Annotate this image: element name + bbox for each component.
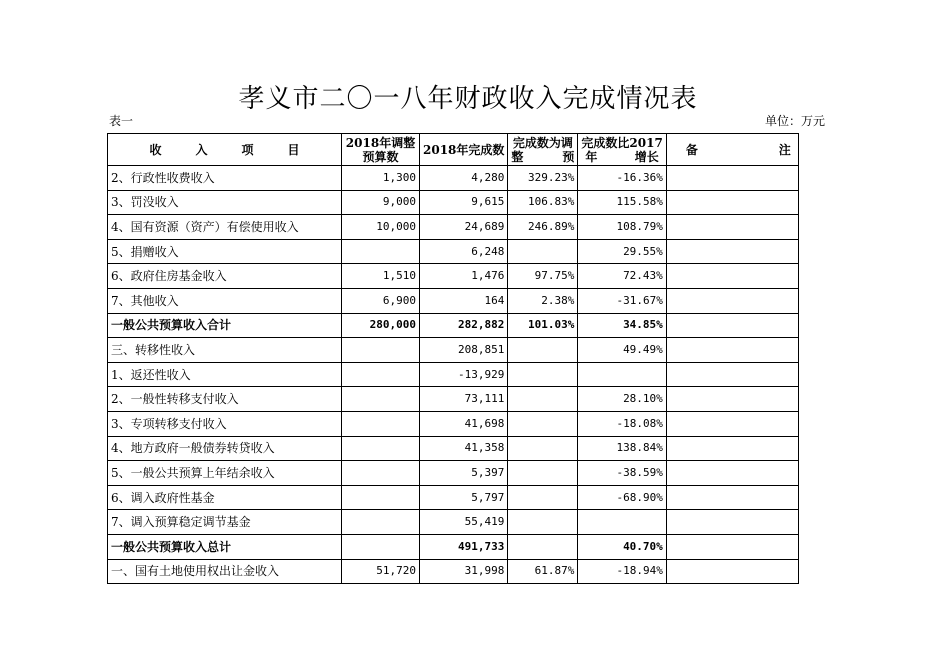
row-completion-rate-cell bbox=[508, 461, 578, 486]
row-completed-cell: 164 bbox=[420, 288, 508, 313]
row-item-cell: 5、捐赠收入 bbox=[108, 239, 342, 264]
row-note-cell bbox=[666, 436, 798, 461]
header-growth-char: 增长 bbox=[634, 149, 659, 164]
table-row bbox=[108, 166, 799, 191]
row-completed-cell: 41,358 bbox=[420, 436, 508, 461]
row-note-cell bbox=[666, 387, 798, 412]
row-note-cell bbox=[666, 534, 798, 559]
row-adjusted-budget-cell: 51,720 bbox=[342, 559, 420, 584]
header-adjusted-budget-line2: 预算数 bbox=[362, 149, 399, 164]
header-item-char: 目 bbox=[287, 142, 300, 157]
row-completion-rate-cell bbox=[508, 239, 578, 264]
header-row bbox=[108, 134, 799, 166]
row-completed-cell: 24,689 bbox=[420, 215, 508, 240]
header-note bbox=[666, 134, 798, 166]
table-row bbox=[108, 534, 799, 559]
row-item-cell: 4、地方政府一般债券转贷收入 bbox=[108, 436, 342, 461]
row-completion-rate-cell: 246.89% bbox=[508, 215, 578, 240]
table-row bbox=[108, 559, 799, 584]
header-completion-rate-char: 整 bbox=[511, 149, 524, 164]
row-adjusted-budget-cell bbox=[342, 534, 420, 559]
row-item-cell: 一般公共预算收入总计 bbox=[108, 534, 342, 559]
table-row bbox=[108, 485, 799, 510]
row-completion-rate-cell: 106.83% bbox=[508, 190, 578, 215]
row-growth-cell: 40.70% bbox=[578, 534, 666, 559]
row-completed-cell: 55,419 bbox=[420, 510, 508, 535]
row-completion-rate-cell: 97.75% bbox=[508, 264, 578, 289]
row-completed-cell: 208,851 bbox=[420, 338, 508, 363]
table-row bbox=[108, 436, 799, 461]
row-item-cell: 3、专项转移支付收入 bbox=[108, 411, 342, 436]
row-note-cell bbox=[666, 362, 798, 387]
row-note-cell bbox=[666, 313, 798, 338]
table-row bbox=[108, 510, 799, 535]
row-completion-rate-cell bbox=[508, 387, 578, 412]
table-row bbox=[108, 387, 799, 412]
row-completed-cell: 282,882 bbox=[420, 313, 508, 338]
row-note-cell bbox=[666, 510, 798, 535]
row-adjusted-budget-cell: 9,000 bbox=[342, 190, 420, 215]
row-item-cell: 5、一般公共预算上年结余收入 bbox=[108, 461, 342, 486]
row-item-cell: 1、返还性收入 bbox=[108, 362, 342, 387]
row-growth-cell: -31.67% bbox=[578, 288, 666, 313]
row-adjusted-budget-cell: 6,900 bbox=[342, 288, 420, 313]
row-growth-cell: 115.58% bbox=[578, 190, 666, 215]
row-adjusted-budget-cell bbox=[342, 387, 420, 412]
table-label: 表一 bbox=[109, 114, 134, 128]
row-growth-cell: -16.36% bbox=[578, 166, 666, 191]
row-completed-cell: 6,248 bbox=[420, 239, 508, 264]
row-completion-rate-cell: 101.03% bbox=[508, 313, 578, 338]
row-adjusted-budget-cell bbox=[342, 436, 420, 461]
row-note-cell bbox=[666, 215, 798, 240]
row-completion-rate-cell: 2.38% bbox=[508, 288, 578, 313]
header-note-char: 注 bbox=[778, 142, 791, 157]
row-growth-cell: 28.10% bbox=[578, 387, 666, 412]
table-row bbox=[108, 288, 799, 313]
row-completion-rate-cell: 61.87% bbox=[508, 559, 578, 584]
row-note-cell bbox=[666, 190, 798, 215]
row-completed-cell: 5,797 bbox=[420, 485, 508, 510]
table-row bbox=[108, 239, 799, 264]
header-item-char: 收 bbox=[149, 142, 162, 157]
row-completion-rate-cell bbox=[508, 436, 578, 461]
row-adjusted-budget-cell bbox=[342, 485, 420, 510]
row-completed-cell: 491,733 bbox=[420, 534, 508, 559]
row-item-cell: 6、政府住房基金收入 bbox=[108, 264, 342, 289]
row-completed-cell: 31,998 bbox=[420, 559, 508, 584]
header-adjusted-budget-line1: 2018年调整 bbox=[345, 135, 416, 150]
row-note-cell bbox=[666, 239, 798, 264]
row-completed-cell: 73,111 bbox=[420, 387, 508, 412]
row-completion-rate-cell bbox=[508, 534, 578, 559]
row-growth-cell: -18.94% bbox=[578, 559, 666, 584]
row-adjusted-budget-cell: 280,000 bbox=[342, 313, 420, 338]
row-completion-rate-cell bbox=[508, 362, 578, 387]
table-row bbox=[108, 338, 799, 363]
row-adjusted-budget-cell bbox=[342, 239, 420, 264]
row-growth-cell: -38.59% bbox=[578, 461, 666, 486]
row-completed-cell: -13,929 bbox=[420, 362, 508, 387]
row-completed-cell: 1,476 bbox=[420, 264, 508, 289]
unit-label: 单位：万元 bbox=[764, 114, 825, 128]
row-growth-cell: 49.49% bbox=[578, 338, 666, 363]
row-item-cell: 2、一般性转移支付收入 bbox=[108, 387, 342, 412]
header-note-char: 备 bbox=[685, 142, 698, 157]
row-item-cell: 3、罚没收入 bbox=[108, 190, 342, 215]
row-note-cell bbox=[666, 288, 798, 313]
table-row bbox=[108, 362, 799, 387]
row-completion-rate-cell bbox=[508, 510, 578, 535]
row-completion-rate-cell bbox=[508, 338, 578, 363]
row-completion-rate-cell bbox=[508, 411, 578, 436]
page-title: 孝义市二〇一八年财政收入完成情况表 bbox=[238, 84, 698, 114]
row-adjusted-budget-cell: 10,000 bbox=[342, 215, 420, 240]
row-item-cell: 4、国有资源（资产）有偿使用收入 bbox=[108, 215, 342, 240]
header-growth-line1: 完成数比2017 bbox=[581, 135, 663, 150]
row-adjusted-budget-cell: 1,300 bbox=[342, 166, 420, 191]
row-note-cell bbox=[666, 461, 798, 486]
header-growth bbox=[578, 134, 666, 166]
table-row bbox=[108, 264, 799, 289]
row-item-cell: 7、其他收入 bbox=[108, 288, 342, 313]
row-note-cell bbox=[666, 264, 798, 289]
row-growth-cell bbox=[578, 510, 666, 535]
header-item-char: 项 bbox=[241, 142, 254, 157]
header-item-char: 入 bbox=[195, 142, 208, 157]
row-adjusted-budget-cell bbox=[342, 510, 420, 535]
header-completion-rate-char: 预 bbox=[562, 149, 575, 164]
row-adjusted-budget-cell bbox=[342, 411, 420, 436]
row-completed-cell: 5,397 bbox=[420, 461, 508, 486]
row-note-cell bbox=[666, 485, 798, 510]
row-note-cell bbox=[666, 411, 798, 436]
row-note-cell bbox=[666, 166, 798, 191]
row-note-cell bbox=[666, 559, 798, 584]
header-growth-char: 年 bbox=[585, 149, 598, 164]
row-growth-cell: 29.55% bbox=[578, 239, 666, 264]
header-completion-rate bbox=[508, 134, 578, 166]
row-growth-cell: -18.08% bbox=[578, 411, 666, 436]
header-item bbox=[108, 134, 342, 166]
row-adjusted-budget-cell bbox=[342, 338, 420, 363]
revenue-table bbox=[107, 133, 799, 584]
row-item-cell: 2、行政性收费收入 bbox=[108, 166, 342, 191]
row-item-cell: 一般公共预算收入合计 bbox=[108, 313, 342, 338]
row-growth-cell bbox=[578, 362, 666, 387]
header-completion-rate-line1: 完成数为调 bbox=[512, 135, 573, 150]
row-adjusted-budget-cell bbox=[342, 362, 420, 387]
row-growth-cell: 34.85% bbox=[578, 313, 666, 338]
row-completion-rate-cell: 329.23% bbox=[508, 166, 578, 191]
row-completed-cell: 41,698 bbox=[420, 411, 508, 436]
row-growth-cell: 138.84% bbox=[578, 436, 666, 461]
row-item-cell: 7、调入预算稳定调节基金 bbox=[108, 510, 342, 535]
row-item-cell: 一、国有土地使用权出让金收入 bbox=[108, 559, 342, 584]
table-row bbox=[108, 215, 799, 240]
table-row bbox=[108, 461, 799, 486]
header-completed: 2018年完成数 bbox=[420, 134, 508, 166]
row-completed-cell: 4,280 bbox=[420, 166, 508, 191]
table-row bbox=[108, 190, 799, 215]
row-adjusted-budget-cell: 1,510 bbox=[342, 264, 420, 289]
row-item-cell: 6、调入政府性基金 bbox=[108, 485, 342, 510]
header-adjusted-budget bbox=[342, 134, 420, 166]
row-completed-cell: 9,615 bbox=[420, 190, 508, 215]
row-completion-rate-cell bbox=[508, 485, 578, 510]
table-row bbox=[108, 313, 799, 338]
row-item-cell: 三、转移性收入 bbox=[108, 338, 342, 363]
table-row bbox=[108, 411, 799, 436]
row-growth-cell: 108.79% bbox=[578, 215, 666, 240]
row-note-cell bbox=[666, 338, 798, 363]
row-adjusted-budget-cell bbox=[342, 461, 420, 486]
row-growth-cell: -68.90% bbox=[578, 485, 666, 510]
row-growth-cell: 72.43% bbox=[578, 264, 666, 289]
